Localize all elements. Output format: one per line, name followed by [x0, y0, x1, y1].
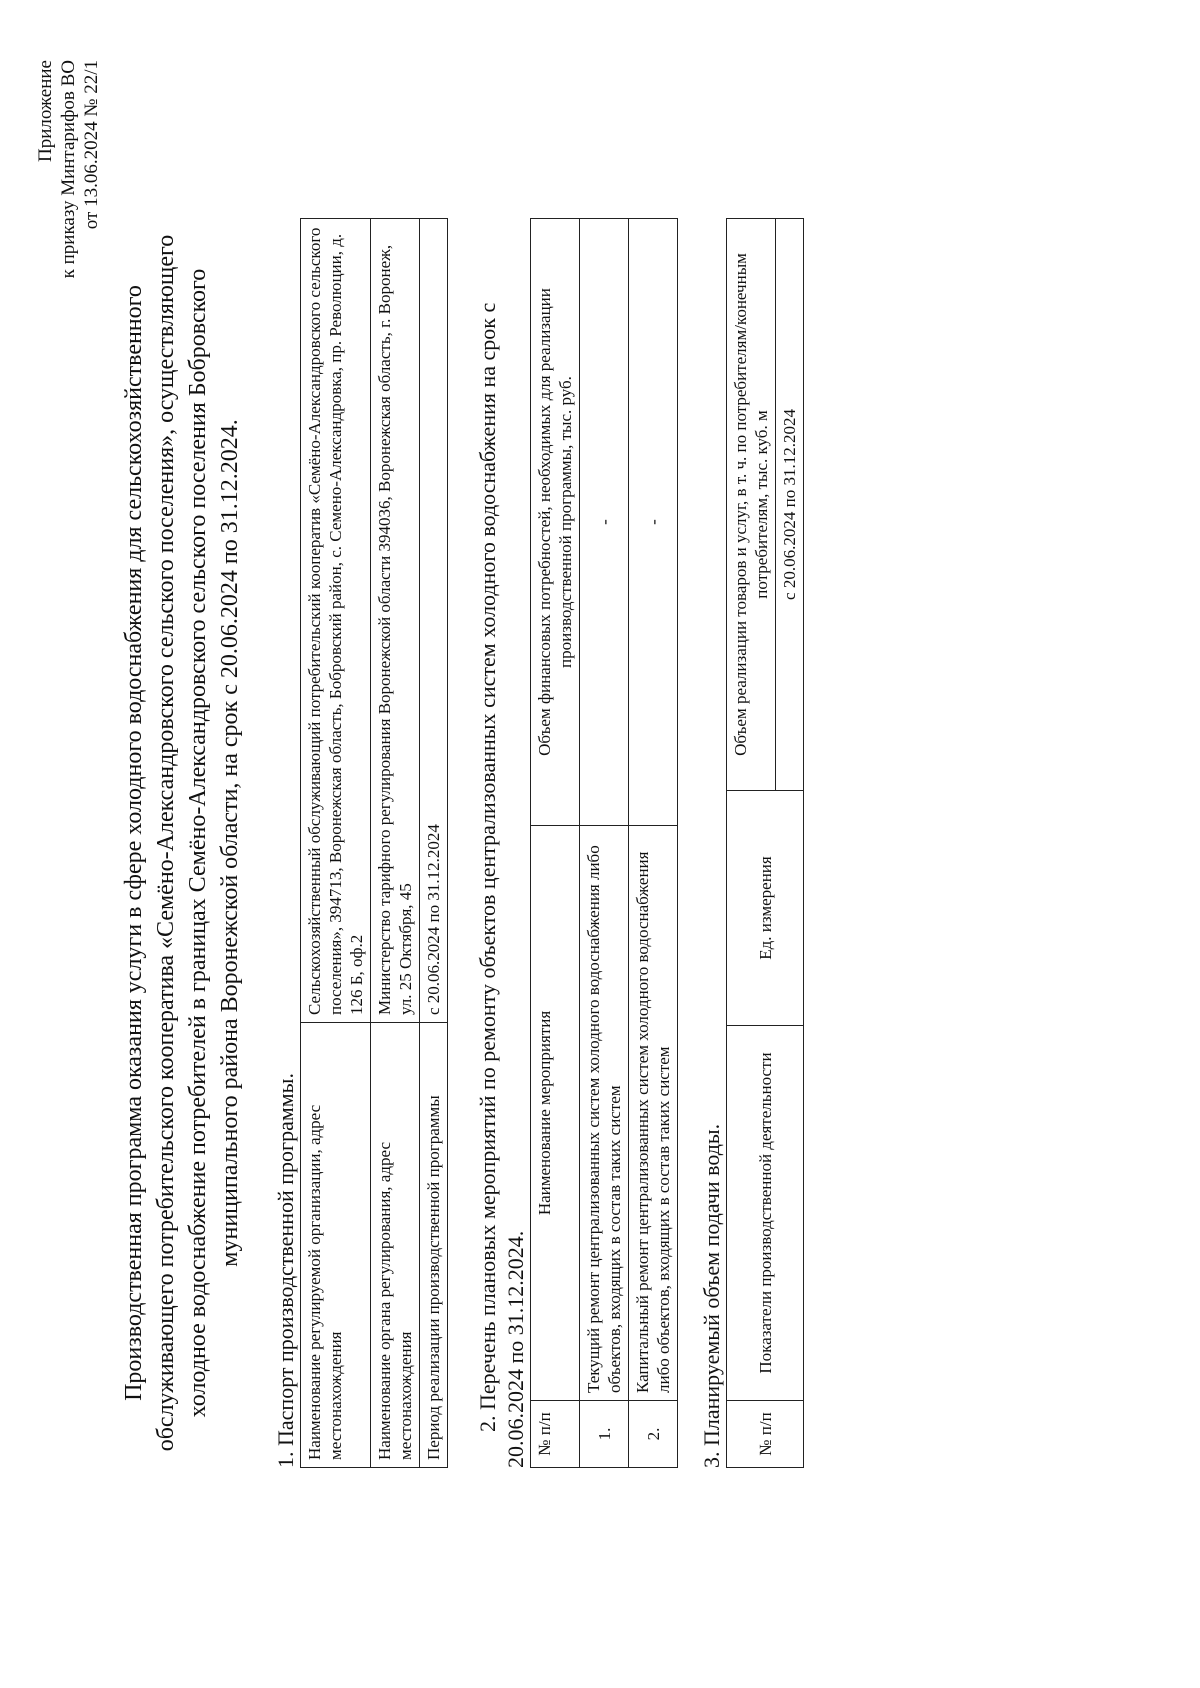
- table-header-row: [727, 219, 776, 1468]
- row-name: Текущий ремонт централизованных систем холодного водоснабжения либо объектов, входящих в состав таких систем: [580, 826, 629, 1401]
- row-value: -: [629, 219, 678, 826]
- passport-label: Наименование органа регулирования, адрес местонахождения: [371, 1023, 420, 1468]
- row-num: 1.: [580, 1401, 629, 1468]
- water-supply-volume-table: [726, 218, 804, 1468]
- document-body: [118, 218, 804, 1468]
- passport-value: с 20.06.2024 по 31.12.2024: [420, 219, 448, 1023]
- row-name: Капитальный ремонт централизованных систем холодного водоснабжения либо объектов, входящих в состав таких систем: [629, 826, 678, 1401]
- col-header-unit: Ед. измерения: [727, 791, 804, 1026]
- passport-table: [300, 218, 448, 1468]
- table-row: [371, 219, 420, 1468]
- section-2-heading: 2. Перечень плановых мероприятий по ремонту объектов централизованных систем холодного водоснабжения на срок с 20.06.2024 по 31.12.2024.: [475, 302, 528, 1468]
- passport-label: Наименование регулируемой организации, адрес местонахождения: [301, 1023, 371, 1468]
- passport-value: Сельскохозяйственный обслуживающий потребительский кооператив «Семёно-Александровского сельского поселения», 394713, Воронежская область, Бобровский район, с. Семено-Александровка, пр. Революции, д. 126 Б, оф.2: [301, 219, 371, 1023]
- section-1-heading: 1. Паспорт производственной программы.: [273, 1073, 298, 1468]
- table-header-row: [531, 219, 580, 1468]
- appendix-line-3: от 13.06.2024 № 22/1: [81, 60, 102, 230]
- table-row: [301, 219, 371, 1468]
- row-value: -: [580, 219, 629, 826]
- table-row: [420, 219, 448, 1468]
- col-header-indicator: Показатели производственной деятельности: [727, 1026, 804, 1401]
- col-header-volume: Объем реализации товаров и услуг, в т. ч. по потребителям/конечным потребителям, тыс. куб. м: [727, 219, 776, 791]
- section-3-heading: 3. Планируемый объем подачи воды.: [699, 1123, 724, 1468]
- col-header-num: № п/п: [727, 1401, 804, 1468]
- col-header-num: № п/п: [531, 1401, 580, 1468]
- document-title: Производственная программа оказания услуги в сфере холодного водоснабжения для сельскохозяйственного обслуживающего потребительского кооператива «Семёно-Александровского сельского поселения», осуществляющего холодное водоснабжение потребителей в границах Семёно-Александровского сельского поселения Бобровского муниципального района Воронежской области, на срок с 20.06.2024 по 31.12.2024.: [121, 234, 243, 1452]
- passport-label: Период реализации производственной программы: [420, 1023, 448, 1468]
- appendix-line-1: Приложение: [35, 60, 56, 162]
- appendix-block: [34, 60, 103, 278]
- repair-measures-table: [530, 218, 678, 1468]
- col-header-period: с 20.06.2024 по 31.12.2024: [776, 219, 804, 791]
- appendix-line-2: к приказу Минтарифов ВО: [58, 60, 79, 279]
- col-header-name: Наименование мероприятия: [531, 826, 580, 1401]
- row-num: 2.: [629, 1401, 678, 1468]
- passport-value: Министерство тарифного регулирования Воронежской области 394036, Воронежская область, г. Воронеж, ул. 25 Октября, 45: [371, 219, 420, 1023]
- table-row: [629, 219, 678, 1468]
- table-row: [580, 219, 629, 1468]
- col-header-volume: Объем финансовых потребностей, необходимых для реализации производственной программы, тыс. руб.: [531, 219, 580, 826]
